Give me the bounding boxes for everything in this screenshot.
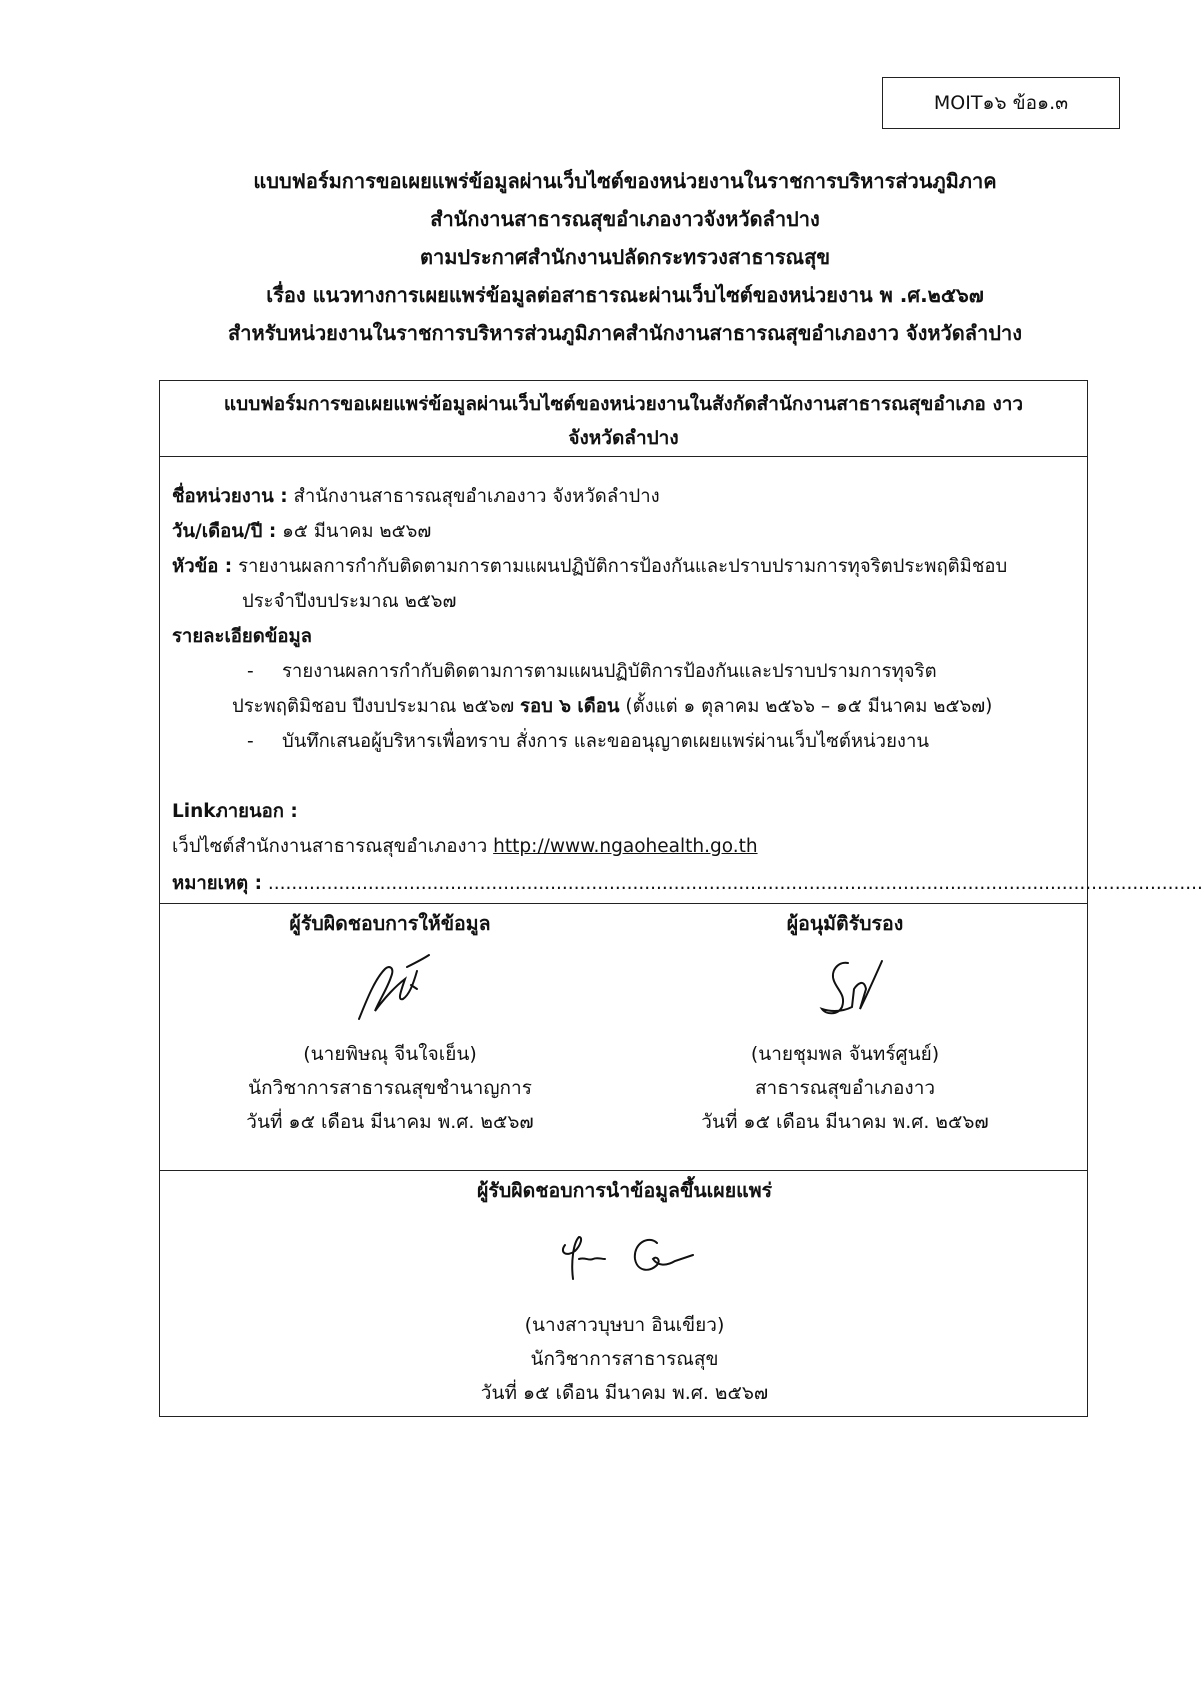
topic-value-cont: ประจำปีงบประมาณ ๒๕๖๗	[242, 591, 457, 612]
header-line-1: แบบฟอร์มการขอเผยแพร่ข้อมูลผ่านเว็บไซต์ของหน่วยงานในราชการบริหารส่วนภูมิภาค	[253, 169, 997, 193]
agency-row	[172, 479, 1077, 514]
details-label: รายละเอียดข้อมูล	[172, 626, 313, 647]
website-link[interactable]: http://www.ngaohealth.go.th	[493, 836, 758, 857]
signer-date: วันที่ ๑๕ เดือน มีนาคม พ.ศ. ๒๕๖๗	[480, 1382, 769, 1404]
agency-label: ชื่อหน่วยงาน :	[172, 486, 288, 507]
signer-position: นักวิชาการสาธารณสุขชำนาญการ	[248, 1077, 532, 1099]
form-title-line-2: จังหวัดลำปาง	[568, 427, 679, 449]
remark-row	[172, 869, 1203, 898]
signer-position: สาธารณสุขอำเภองาว	[754, 1077, 936, 1099]
document-code-box	[882, 77, 1120, 129]
signer-role: ผู้อนุมัติรับรอง	[786, 912, 904, 935]
header-line-3: ตามประกาศสำนักงานปลัดกระทรวงสาธารณสุข	[419, 245, 830, 269]
spacer	[172, 759, 1077, 794]
signature-image	[200, 941, 580, 1037]
signer-date: วันที่ ๑๕ เดือน มีนาคม พ.ศ. ๒๕๖๗	[701, 1111, 989, 1133]
signer-approver	[645, 907, 1045, 1139]
date-row	[172, 514, 1077, 549]
bullet-dash: -	[247, 731, 254, 752]
bullet-dash: -	[247, 661, 254, 682]
form-body	[172, 479, 1077, 864]
detail-round-bold: รอบ ๖ เดือน	[520, 696, 620, 717]
header-line-2: สำนักงานสาธารณสุขอำเภองาวจังหวัดลำปาง	[430, 207, 820, 231]
signer-name: (นายพิษณุ จีนใจเย็น)	[303, 1043, 477, 1065]
signer-name: (นายชุมพล จันทร์ศูนย์)	[750, 1043, 940, 1065]
detail-item-1-cont	[172, 689, 1077, 724]
signer-role: ผู้รับผิดชอบการให้ข้อมูล	[289, 912, 491, 935]
link-label: Linkภายนอก :	[172, 801, 298, 822]
document-header	[100, 162, 1150, 352]
topic-label: หัวข้อ :	[172, 556, 233, 577]
detail-item-1	[172, 654, 1077, 689]
publication-form	[159, 380, 1203, 1417]
signer-publisher	[360, 1174, 889, 1410]
signer-date: วันที่ ๑๕ เดือน มีนาคม พ.ศ. ๒๕๖๗	[246, 1111, 534, 1133]
signer-position: นักวิชาการสาธารณสุข	[530, 1348, 719, 1370]
detail-item-2-text: บันทึกเสนอผู้บริหารเพื่อทราบ สั่งการ และขออนุญาตเผยแพร่ผ่านเว็บไซต์หน่วยงาน	[282, 731, 929, 752]
date-value: ๑๕ มีนาคม ๒๕๖๗	[276, 521, 432, 542]
form-title	[160, 381, 1087, 457]
topic-value: รายงานผลการกำกับติดตามการตามแผนปฏิบัติการป้องกันและปราบปรามการทุจริตประพฤติมิชอบ	[232, 556, 1008, 577]
link-text: เว็ปไซต์สำนักงานสาธารณสุขอำเภองาว	[172, 836, 494, 857]
divider-publisher	[160, 1170, 1087, 1171]
remark-dots: ...............................................................................................................................................................	[262, 873, 1203, 894]
remark-label: หมายเหตุ :	[172, 873, 262, 894]
header-line-4: เรื่อง แนวทางการเผยแพร่ข้อมูลต่อสาธารณะผ่านเว็บไซต์ของหน่วยงาน พ .ศ.๒๕๖๗	[266, 283, 984, 307]
document-code: MOIT๑๖ ข้อ๑.๓	[933, 92, 1069, 114]
signer-name: (นางสาวบุษบา อินเขียว)	[524, 1314, 725, 1336]
form-title-line-1: แบบฟอร์มการขอเผยแพร่ข้อมูลผ่านเว็บไซต์ของหน่วยงานในสังกัดสำนักงานสาธารณสุขอำเภอ งาว	[223, 393, 1024, 415]
detail-item-1-text: รายงานผลการกำกับติดตามการตามแผนปฏิบัติการป้องกันและปราบปรามการทุจริต	[282, 661, 937, 682]
detail-period: (ตั้งแต่ ๑ ตุลาคม ๒๕๖๖ – ๑๕ มีนาคม ๒๕๖๗)	[619, 696, 993, 717]
detail-item-1-cont-text: ประพฤติมิชอบ ปีงบประมาณ ๒๕๖๗	[232, 696, 521, 717]
topic-row-cont	[172, 584, 1077, 619]
detail-item-2	[172, 724, 1077, 759]
header-line-5: สำหรับหน่วยงานในราชการบริหารส่วนภูมิภาคสำนักงานสาธารณสุขอำเภองาว จังหวัดลำปาง	[228, 321, 1022, 345]
link-row	[172, 829, 1077, 864]
signer-responsible	[200, 907, 580, 1139]
topic-row	[172, 549, 1077, 584]
divider-signers	[160, 903, 1087, 904]
date-label: วัน/เดือน/ปี :	[172, 521, 277, 542]
signature-image	[645, 941, 1045, 1037]
agency-value: สำนักงานสาธารณสุขอำเภองาว จังหวัดลำปาง	[287, 486, 660, 507]
signer-role: ผู้รับผิดชอบการนำข้อมูลขึ้นเผยแพร่	[476, 1179, 773, 1202]
signature-image	[360, 1208, 889, 1308]
